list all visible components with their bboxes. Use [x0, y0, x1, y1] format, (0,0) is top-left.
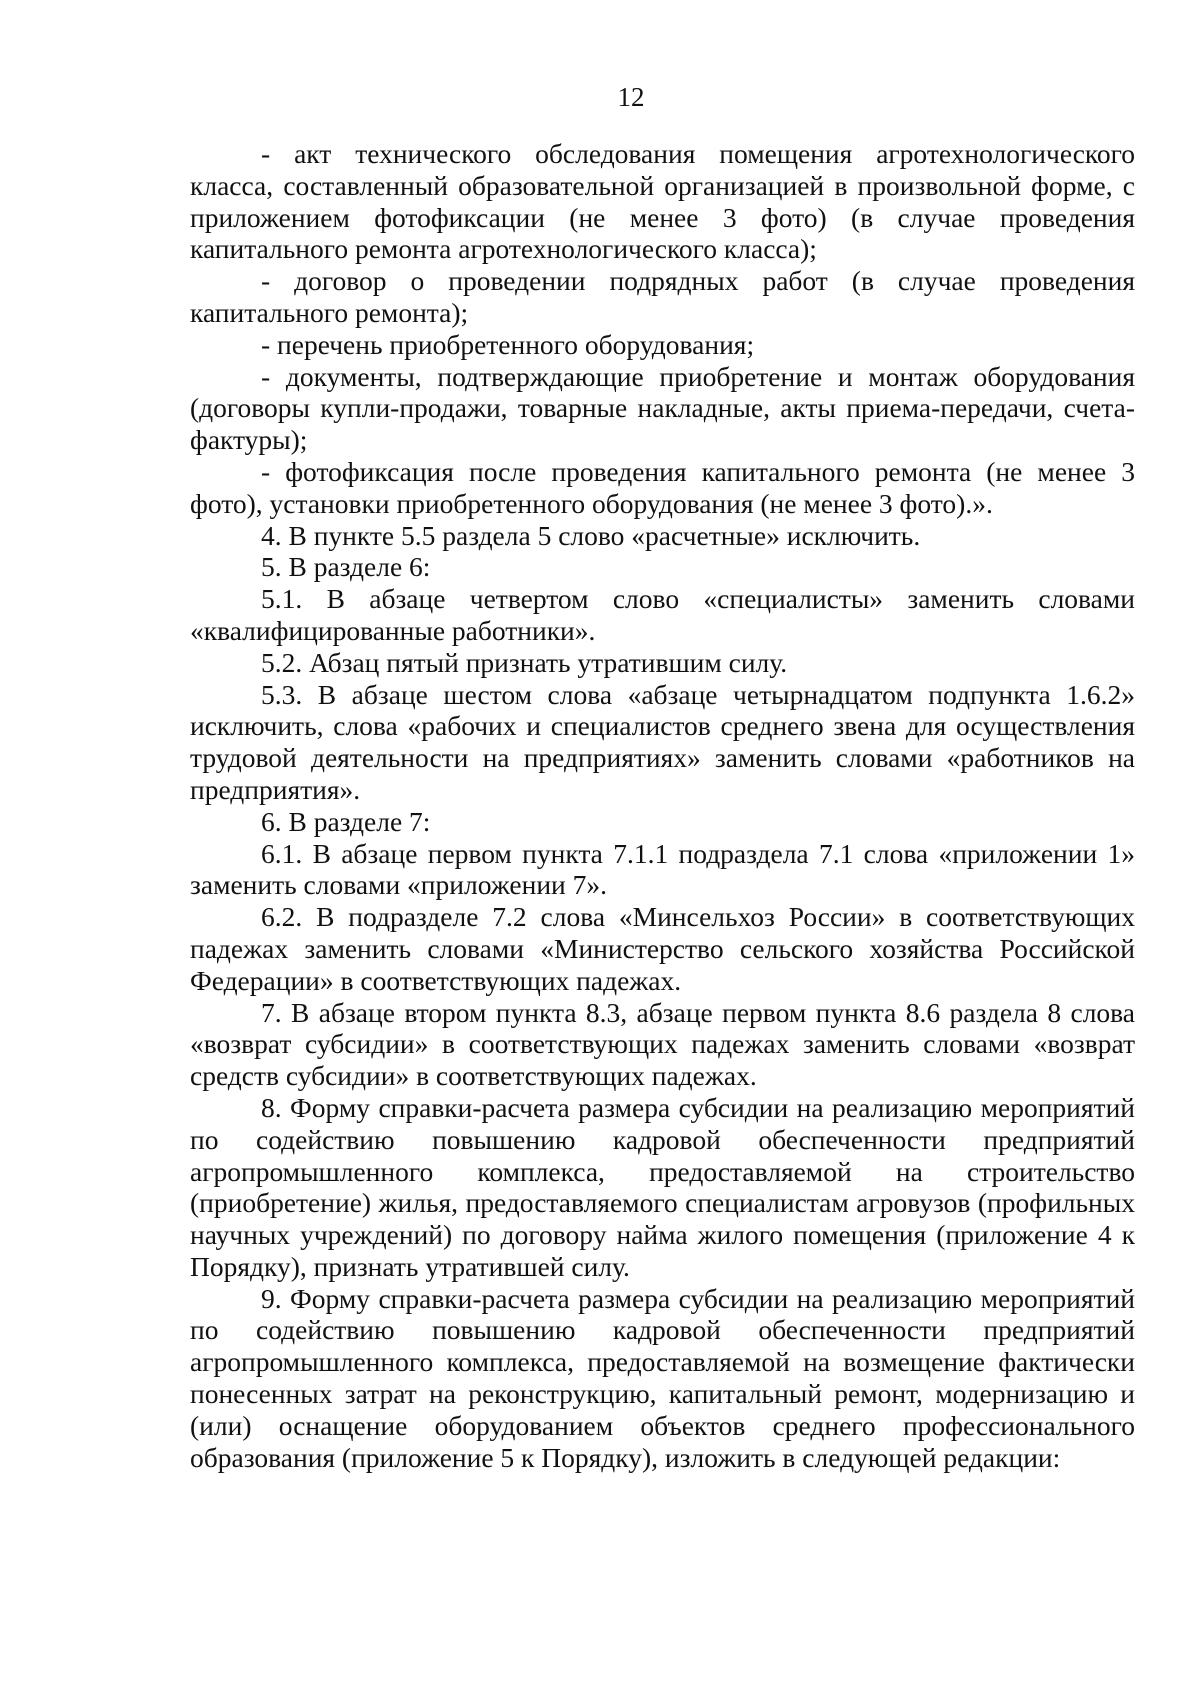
paragraph-item-9: 9. Форму справки-расчета размера субсидии на реализацию мероприятий по содействию повышению кадровой обеспеченности предприятий агропромышленного комплекса, предоставляемой на возмещение фактически понесенных затрат на реконструкцию, капитальный ремонт, модернизацию и (или) оснащение оборудованием объектов среднего профессионального образования (приложение 5 к Порядку), изложить в следующей редакции:: [190, 1282, 1135, 1473]
paragraph-item-7: 7. В абзаце втором пункта 8.3, абзаце первом пункта 8.6 раздела 8 слова «возврат субсидии» в соответствующих падежах заменить словами «возврат средств субсидии» в соответствующих падежах.: [190, 996, 1135, 1092]
paragraph-item-8: 8. Форму справки-расчета размера субсидии на реализацию мероприятий по содействию повышению кадровой обеспеченности предприятий агропромышленного комплекса, предоставляемой на строительство (приобретение) жилья, предоставляемого специалистам агровузов (профильных научных учреждений) по договору найма жилого помещения (приложение 4 к Порядку), признать утратившей силу.: [190, 1091, 1135, 1282]
paragraph-photo-fixation: - фотофиксация после проведения капитального ремонта (не менее 3 фото), установки приобретенного оборудования (не менее 3 фото).».: [190, 455, 1135, 519]
paragraph-item-5-1: 5.1. В абзаце четвертом слово «специалисты» заменить словами «квалифицированные работники».: [190, 583, 1135, 646]
paragraph-item-5-2: 5.2. Абзац пятый признать утратившим силу.: [261, 646, 788, 678]
paragraph-item-5-3: 5.3. В абзаце шестом слова «абзаце четырнадцатом подпункта 1.6.2» исключить, слова «рабочих и специалистов среднего звена для осуществления трудовой деятельности на предприятиях» заменить словами «работников на предприятия».: [190, 678, 1135, 805]
paragraph-inspection-act: - акт технического обследования помещения агротехнологического класса, составленный образовательной организацией в произвольной форме, с приложением фотофиксации (не менее 3 фото) (в случае проведения капитального ремонта агротехнологического класса);: [190, 138, 1135, 265]
page-number: 12: [617, 82, 645, 112]
paragraph-item-6-2: 6.2. В подразделе 7.2 слова «Минсельхоз России» в соответствующих падежах заменить словами «Министерство сельского хозяйства Российской Федерации» в соответствующих падежах.: [190, 901, 1135, 996]
document-body: [190, 138, 1135, 1473]
paragraph-item-6-1: 6.1. В абзаце первом пункта 7.1.1 подраздела 7.1 слова «приложении 1» заменить словами «приложении 7».: [190, 837, 1135, 901]
paragraph-item-6: 6. В разделе 7:: [261, 805, 431, 837]
paragraph-equipment-list: - перечень приобретенного оборудования;: [261, 328, 755, 360]
paragraph-purchase-documents: - документы, подтверждающие приобретение и монтаж оборудования (договоры купли-продажи, товарные накладные, акты приема-передачи, счета-фактуры);: [190, 360, 1135, 456]
paragraph-item-5: 5. В разделе 6:: [261, 551, 431, 583]
paragraph-contract-works: - договор о проведении подрядных работ (в случае проведения капитального ремонта);: [190, 265, 1135, 328]
paragraph-item-4: 4. В пункте 5.5 раздела 5 слово «расчетные» исключить.: [261, 519, 921, 551]
